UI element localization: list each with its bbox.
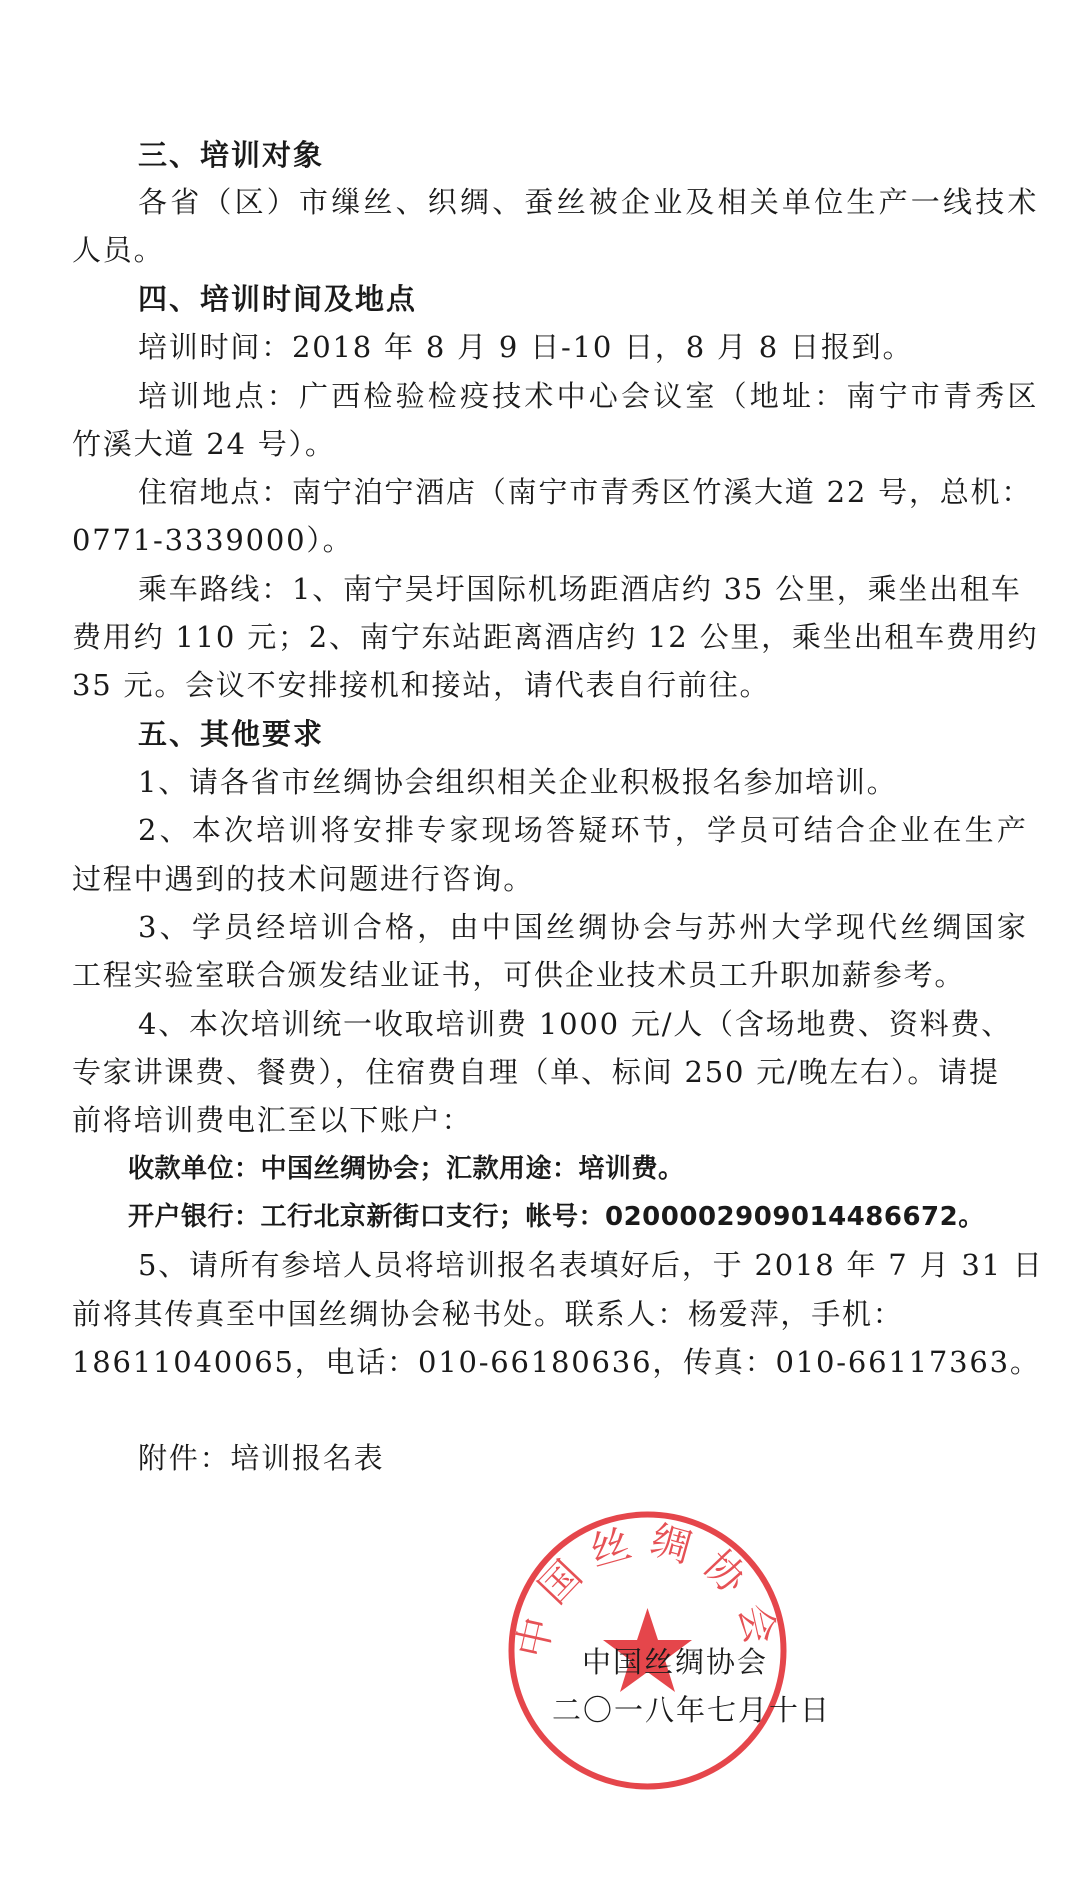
paragraph-line: 各省（区）市缫丝、织绸、蚕丝被企业及相关单位生产一线技术 xyxy=(138,185,1040,219)
signature-date: 二〇一八年七月十日 xyxy=(552,1693,832,1727)
svg-text:中国丝绸协会: 中国丝绸协会 xyxy=(508,1517,787,1663)
bank-line: 开户银行：工行北京新街口支行；帐号：0200002909014486672。 xyxy=(128,1202,985,1232)
section3-heading: 三、培训对象 xyxy=(138,138,325,172)
paragraph-line: 前将其传真至中国丝绸协会秘书处。联系人：杨爱萍，手机： xyxy=(72,1297,904,1331)
paragraph-line: 专家讲课费、餐费），住宿费自理（单、标间 250 元/晚左右）。请提 xyxy=(72,1055,1000,1089)
paragraph-line: 住宿地点：南宁泊宁酒店（南宁市青秀区竹溪大道 22 号，总机： xyxy=(138,475,1033,509)
paragraph-line: 人员。 xyxy=(72,233,165,267)
paragraph-line: 3、学员经培训合格，由中国丝绸协会与苏州大学现代丝绸国家 xyxy=(138,910,1030,944)
paragraph-line: 费用约 110 元；2、南宁东站距离酒店约 12 公里，乘坐出租车费用约 xyxy=(72,620,1039,654)
section4-heading: 四、培训时间及地点 xyxy=(138,282,418,316)
payee-line: 收款单位：中国丝绸协会；汇款用途：培训费。 xyxy=(128,1154,685,1184)
paragraph-line: 工程实验室联合颁发结业证书，可供企业技术员工升职加薪参考。 xyxy=(72,958,966,992)
paragraph-line: 1、请各省市丝绸协会组织相关企业积极报名参加培训。 xyxy=(138,765,898,799)
paragraph-line: 竹溪大道 24 号）。 xyxy=(72,427,336,461)
paragraph-line: 18611040065，电话：010-66180636，传真：010-66117363。 xyxy=(72,1345,1041,1379)
paragraph-line: 4、本次培训统一收取培训费 1000 元/人（含场地费、资料费、 xyxy=(138,1007,1013,1041)
signature-org: 中国丝绸协会 xyxy=(582,1645,769,1679)
attachment-line: 附件：培训报名表 xyxy=(138,1441,385,1475)
paragraph-line: 2、本次培训将安排专家现场答疑环节，学员可结合企业在生产 xyxy=(138,813,1030,847)
paragraph-line: 5、请所有参培人员将培训报名表填好后，于 2018 年 7 月 31 日 xyxy=(138,1248,1044,1282)
paragraph-line: 乘车路线：1、南宁吴圩国际机场距酒店约 35 公里，乘坐出租车 xyxy=(138,572,1022,606)
paragraph-line: 培训地点：广西检验检疫技术中心会议室（地址：南宁市青秀区 xyxy=(138,379,1040,413)
paragraph-line: 培训时间：2018 年 8 月 9 日-10 日，8 月 8 日报到。 xyxy=(138,330,914,364)
paragraph-line: 0771-3339000）。 xyxy=(72,523,354,557)
paragraph-line: 前将培训费电汇至以下账户： xyxy=(72,1103,473,1137)
paragraph-line: 35 元。会议不安排接机和接站，请代表自行前往。 xyxy=(72,668,771,702)
section5-heading: 五、其他要求 xyxy=(138,717,325,751)
paragraph-line: 过程中遇到的技术问题进行咨询。 xyxy=(72,862,535,896)
